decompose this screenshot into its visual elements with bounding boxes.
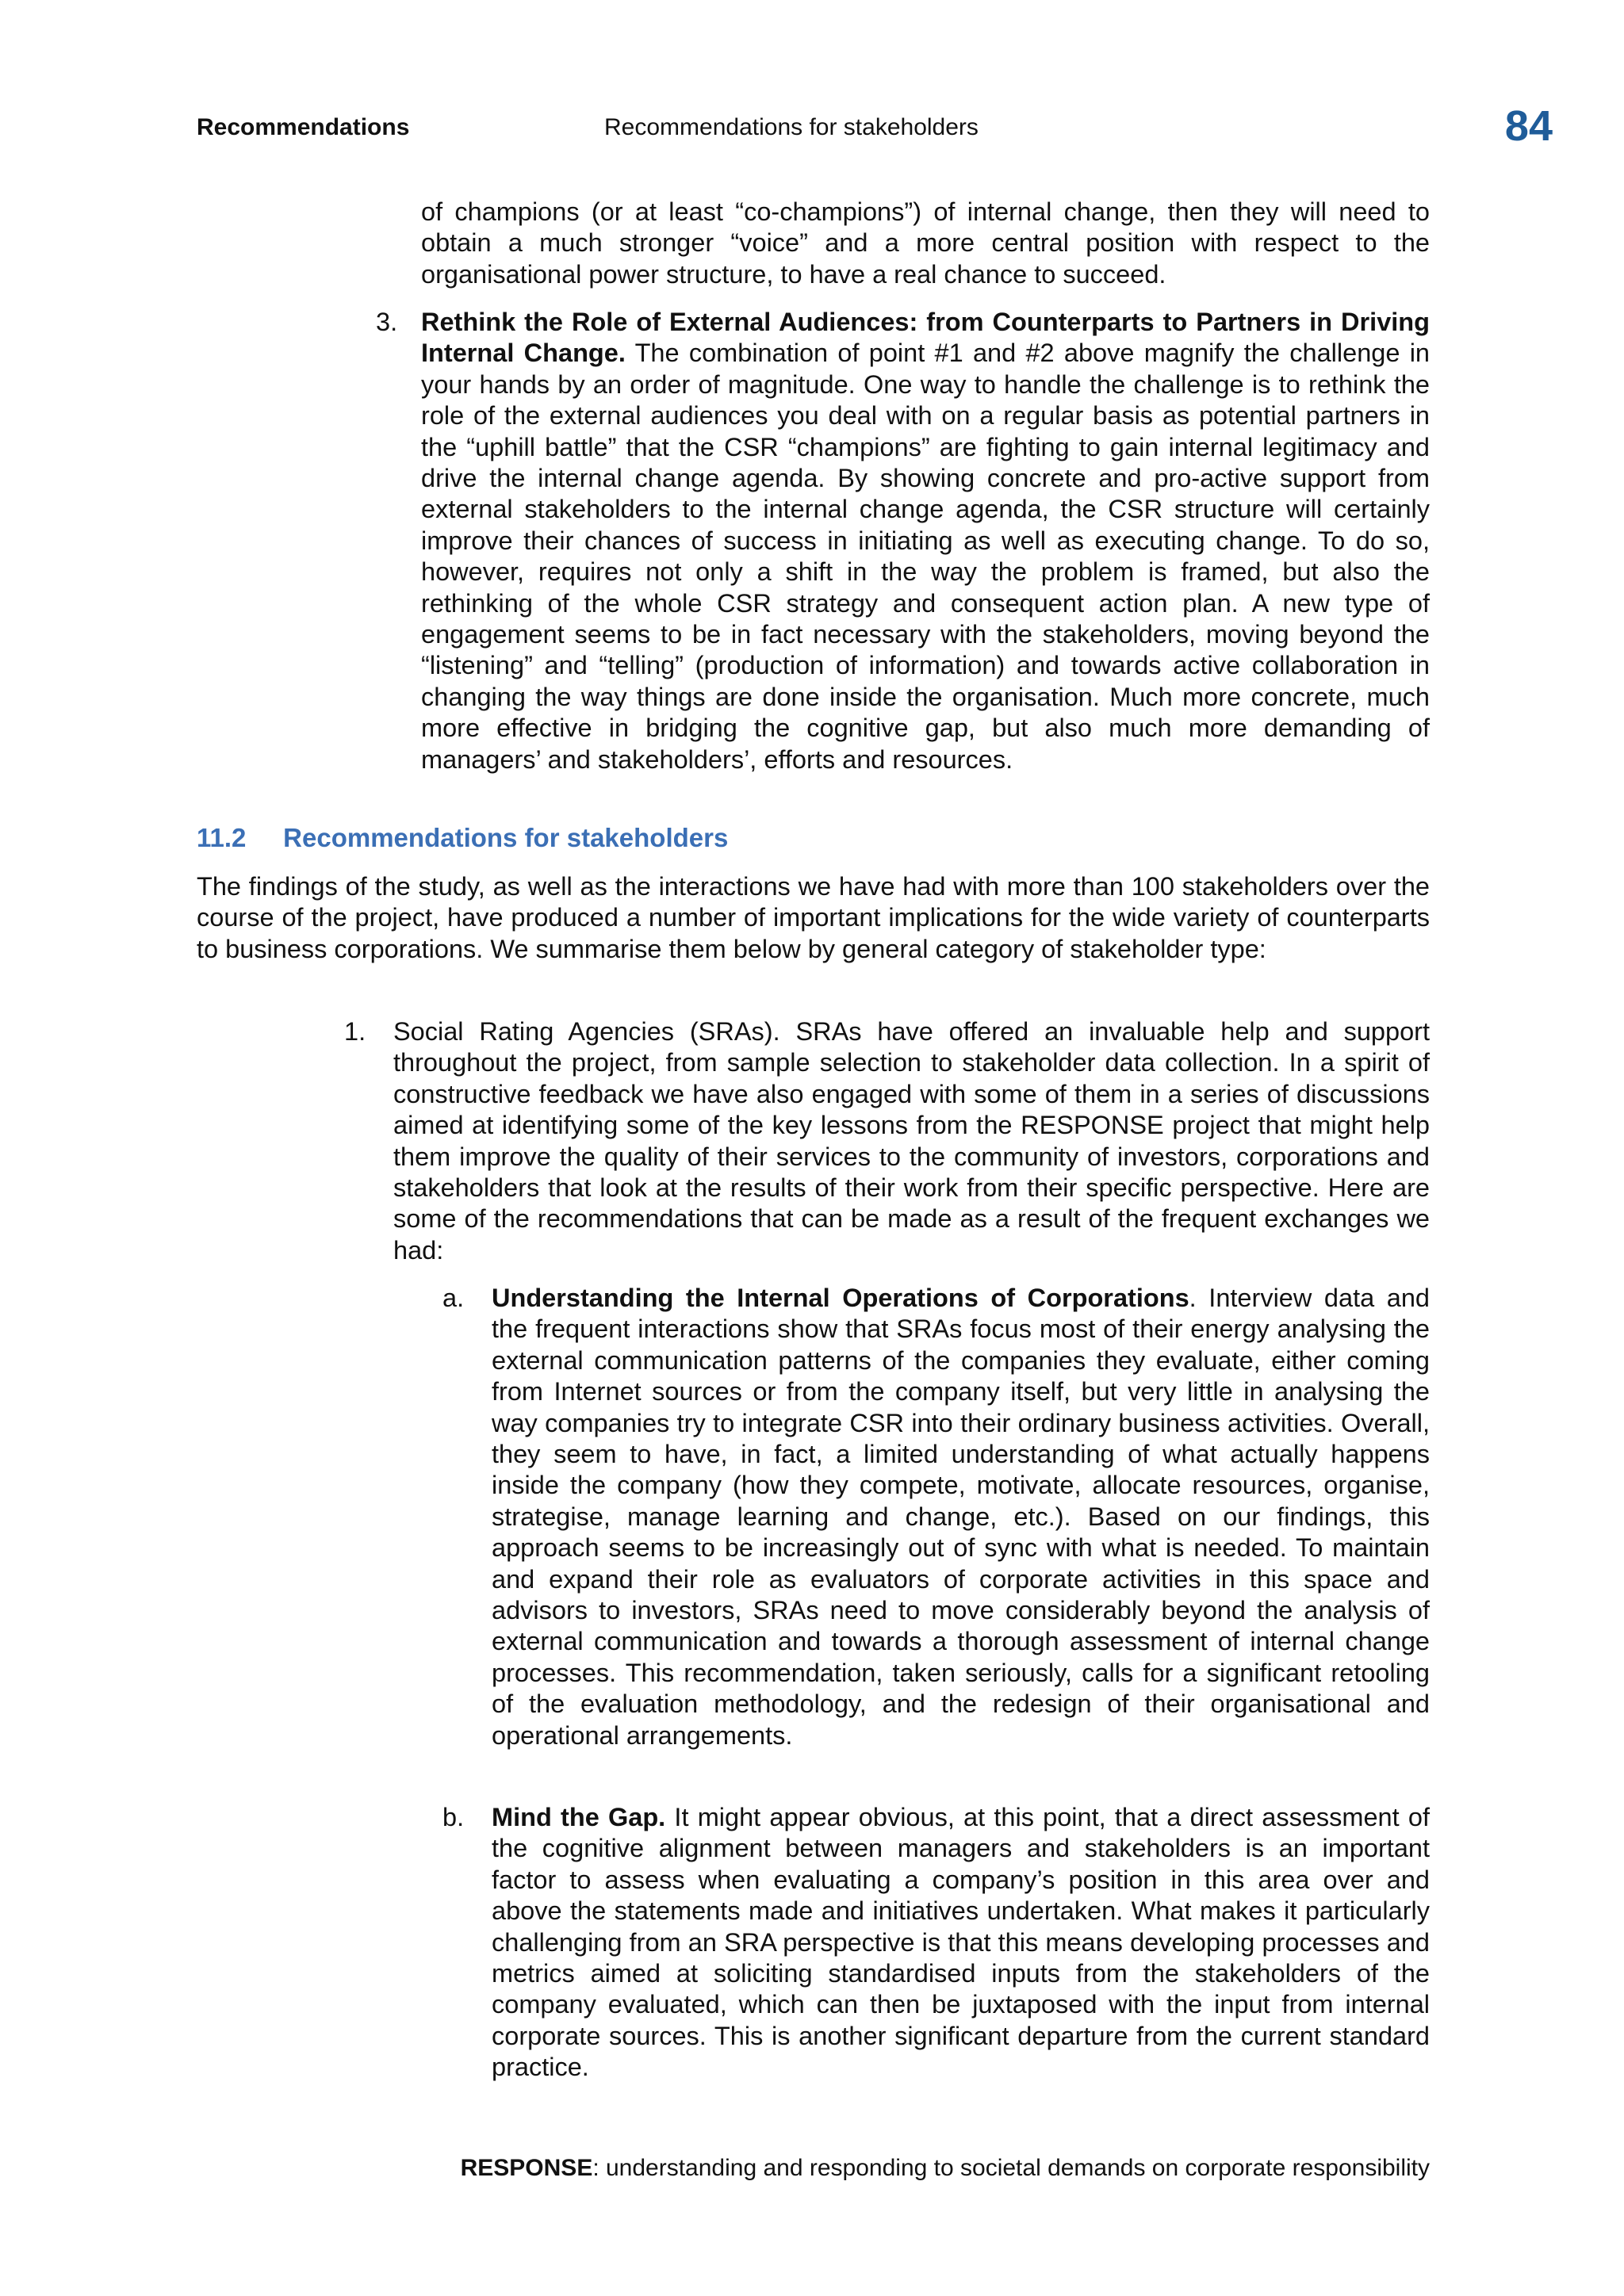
section-title: Recommendations for stakeholders [283,823,729,852]
section-number: 11.2 [197,823,247,852]
sub-b-title: Mind the Gap. [492,1803,666,1831]
footer-brand: RESPONSE [460,2155,593,2181]
sub-b-paragraph [492,1802,1430,2084]
sub-a-body: . Interview data and the frequent interactions show that SRAs focus most of their energy analysing the external communication patterns of the companies they evaluate, either coming from Internet sources or from the company itself, but very little in analysing the way companies try to integrate CSR into their ordinary business activities. Overall, they seem to have, in fact, a limited understanding of what actually happens inside the company (how they compete, motivate, allocate resources, organise, strategise, manage learning and change, etc.). Based on our findings, this approach seems to be increasingly out of sync with what is needed. To maintain and expand their role as evaluators of corporate activities in this space and advisors to investors, SRAs need to move considerably beyond the analysis of external communication and towards a thorough assessment of internal change processes. This recommendation, taken seriously, calls for a significant retooling of the evaluation methodology, and the redesign of their organisational and operational arrangements. [492,1284,1430,1750]
continuation-paragraph: of champions (or at least “co-champions”) of internal change, then they will need to obtain a much stronger “voice” and a more central position with respect to the organisational power structure, to have a real chance to succeed. [421,197,1430,289]
section-heading [197,823,728,853]
sub-b-body: It might appear obvious, at this point, that a direct assessment of the cognitive alignment between managers and stakeholders is an important factor to assess when evaluating a company’s position in this area over and above the statements made and initiatives undertaken. What makes it particularly challenging from an SRA perspective is that this means developing processes and metrics aimed at soliciting standardised inputs from the stakeholders of the company evaluated, which can then be juxtaposed with the input from internal corporate sources. This is another significant departure from the current standard practice. [492,1803,1430,2082]
sub-a-title: Understanding the Internal Operations of Corporations [492,1284,1189,1312]
page-footer [426,2155,1430,2182]
item-3-body: The combination of point #1 and #2 above magnify the challenge in your hands by an order of magnitude. One way to handle the challenge is to rethink the role of the external audiences you deal with on a regular basis as potential partners in the “uphill battle” that the CSR “champions” are fighting to gain internal legitimacy and drive the internal change agenda. By showing concrete and pro-active support from external stakeholders to the internal change agenda, the CSR structure will certainly improve their chances of success in initiating as well as executing change. To do so, however, requires not only a shift in the way the problem is framed, but also the rethinking of the whole CSR strategy and consequent action plan. A new type of engagement seems to be in fact necessary with the stakeholders, moving beyond the “listening” and “telling” (production of information) and towards active collaboration in changing the way things are done inside the organisation. Much more concrete, much more effective in bridging the cognitive gap, but also much more demanding of managers’ and stakeholders’, efforts and resources. [421,339,1430,774]
section-intro-paragraph: The findings of the study, as well as the interactions we have had with more than 100 stakeholders over the course of the project, have produced a number of important implications for the wide variety of counterparts to business corporations. We summarise them below by general category of stakeholder type: [197,872,1430,963]
sub-a-letter: a. [442,1284,465,1312]
item-3-title: Rethink the Role of External Audiences: from Counterparts to Partners in Driving Internal Change. [421,308,1430,368]
list-1-number: 1. [344,1017,366,1046]
header-subsection-label: Recommendations for stakeholders [604,114,979,140]
page-number: 84 [1504,102,1553,150]
sub-b-letter: b. [442,1803,465,1831]
page-header [197,102,1553,159]
header-section-label: Recommendations [197,114,410,140]
list-1-paragraph: Social Rating Agencies (SRAs). SRAs have offered an invaluable help and support throughout the project, from sample selection to stakeholder data collection. In a spirit of constructive feedback we have also engaged with some of them in a series of discussions aimed at identifying some of the key lessons from the RESPONSE project that might help them improve the quality of their services to the community of investors, corporations and stakeholders that look at the results of their work from their specific perspective. Here are some of the recommendations that can be made as a result of the frequent exchanges we had: [393,1017,1430,1265]
footer-tagline: : understanding and responding to societal demands on corporate responsibility [592,2155,1430,2181]
item-3-number: 3. [376,308,398,336]
sub-a-paragraph [492,1283,1430,1751]
item-3-paragraph [421,307,1430,775]
